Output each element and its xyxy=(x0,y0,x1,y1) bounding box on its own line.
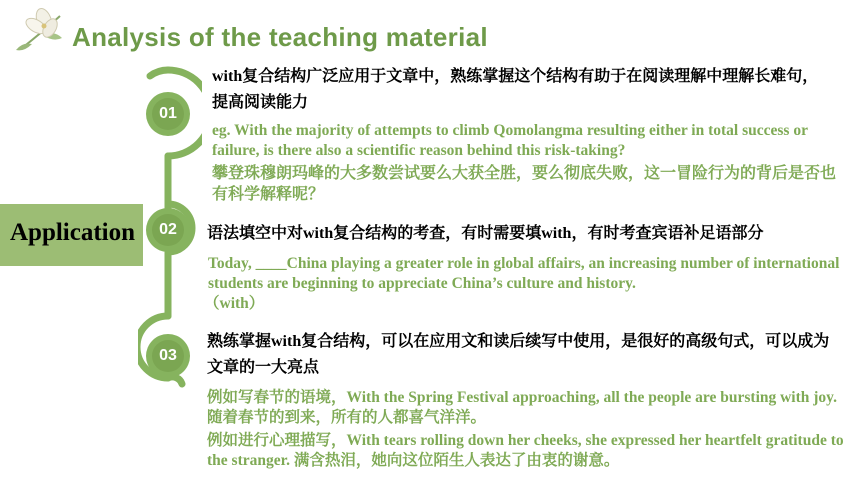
step-number-01: 01 xyxy=(159,105,177,122)
step-number-02: 02 xyxy=(159,221,177,238)
step-03-heading: 熟练掌握with复合结构，可以在应用文和读后续写中使用，是很好的高级句式，可以成为文章的一大亮点 xyxy=(207,333,830,376)
step-02-answer: （with） xyxy=(204,295,265,312)
lily-flower-icon xyxy=(14,6,66,56)
step-01-example-en: eg. With the majority of attempts to climb Qomolangma resulting either in total success or failure, is there also a scientific reason behind this risk-taking? xyxy=(212,122,808,159)
application-label: Application xyxy=(10,219,136,246)
step-01-example-zh: 攀登珠穆朗玛峰的大多数尝试要么大获全胜，要么彻底失败，这一冒险行为的背后是否也有科学解释呢？ xyxy=(212,165,837,203)
step-01-heading: with复合结构广泛应用于文章中，熟练掌握这个结构有助于在阅读理解中理解长难句，提高阅读能力 xyxy=(212,68,819,111)
step-02-heading: 语法填空中对with复合结构的考查，有时需要填with，有时考查宾语补足语部分 xyxy=(207,225,764,242)
step-03-example-1: 例如写春节的语境，With the Spring Festival approaching, all the people are bursting with joy. 随着春节的到来，所有的人都喜气洋洋。 xyxy=(207,389,837,426)
step-03-example-2: 例如进行心理描写，With tears rolling down her cheeks, she expressed her heartfelt gratitude to the stranger. 满含热泪，她向这位陌生人表达了由衷的谢意。 xyxy=(207,432,844,469)
page-title: Analysis of the teaching material xyxy=(72,22,488,52)
step-number-03: 03 xyxy=(159,347,177,364)
step-02-example-en: Today, ____China playing a greater role in global affairs, an increasing number of international students are beginning to appreciate China’s culture and history. xyxy=(208,255,840,292)
